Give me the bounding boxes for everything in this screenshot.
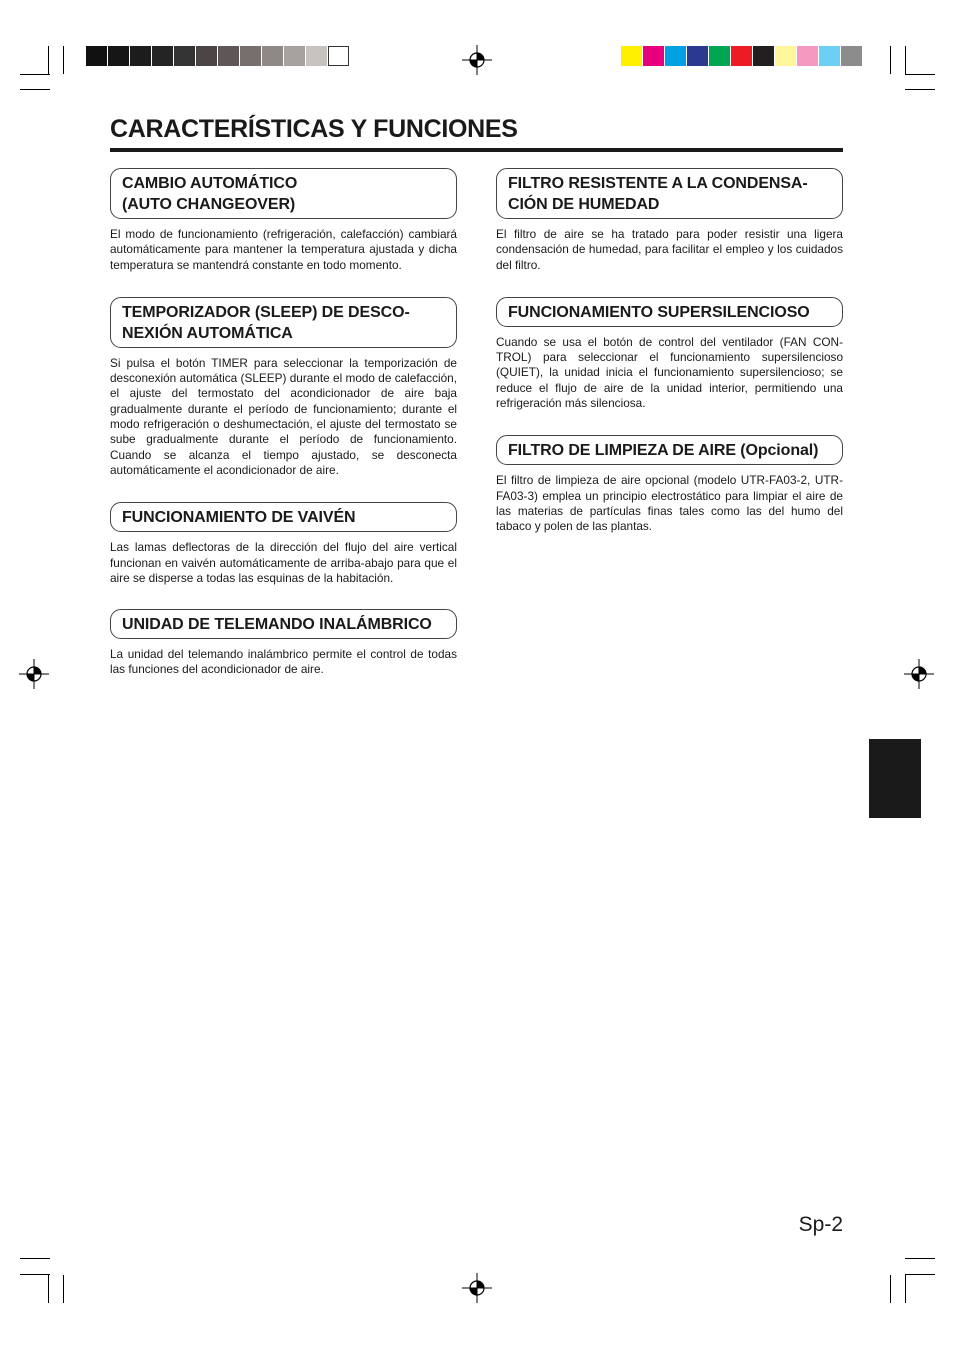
crosshair-registration-icon [19,659,49,689]
page-title: CARACTERÍSTICAS Y FUNCIONES [110,113,843,152]
color-swatch [775,46,796,66]
section-heading-box [110,609,457,639]
section-sleep-timer [110,297,457,478]
color-swatch [306,46,327,66]
section-body-text: El modo de funcionamiento (refrigeración, calefacción) cambiará automáticamente para mantener la temperatura ajustada y dicha temperatura se mantendrá constante en todo momento. [110,227,457,272]
crosshair-registration-icon [462,45,492,75]
color-swatch [218,46,239,66]
color-swatch [709,46,730,66]
color-swatch [797,46,818,66]
section-heading-box [496,297,843,327]
color-swatch [753,46,774,66]
section-heading-line: CAMBIO AUTOMÁTICO [122,175,298,192]
section-heading-line: FILTRO RESISTENTE A LA CONDENSA- [508,175,808,192]
page-number: Sp-2 [798,1213,843,1236]
section-super-quiet [496,297,843,411]
section-body-text: El filtro de limpieza de aire opcional (modelo UTR-FA03-2, UTR-FA03-3) emplea un principio electrostático para limpiar el aire de las materias de partículas finas tales como las del humo del tabaco y polen de las plantas. [496,473,843,534]
color-swatch [687,46,708,66]
color-swatch [643,46,664,66]
section-heading-line: (AUTO CHANGEOVER) [122,196,296,213]
right-column [496,168,843,535]
section-heading-line: NEXIÓN AUTOMÁTICA [122,324,293,342]
section-tab-marker [869,739,921,818]
color-swatch [328,46,349,66]
color-swatch [196,46,217,66]
color-swatch [108,46,129,66]
section-body-text: Si pulsa el botón TIMER para seleccionar la temporización de desconexión automática (SLEEP) durante el modo de calefacción, el ajuste del termostato del acondicionador de aire baja gradualmente durante el período de funcionamiento; durante el modo refrigeración o deshumectación, el ajuste del termostato se sube gradualmente durante el período de funcionamiento. Cuando se alcanza el tiempo ajustado, se desconecta automáticamente el acondicionador de aire. [110,355,457,477]
section-air-cleaning-filter [496,435,843,534]
section-heading-box [496,435,843,465]
color-swatch [665,46,686,66]
crosshair-registration-icon [904,659,934,689]
section-heading-line: FILTRO DE LIMPIEZA DE AIRE (Opcional) [508,442,819,460]
color-swatch [152,46,173,66]
color-swatch [130,46,151,66]
section-heading-line: FUNCIONAMIENTO DE VAIVÉN [122,509,356,527]
section-body-text: Las lamas deflectoras de la dirección del flujo del aire vertical funcionan en vaivén automáticamente de arriba-abajo para que el aire se disperse a todas las esquinas de la habitación. [110,540,457,585]
section-heading-box [110,502,457,532]
section-body-text: La unidad del telemando inalámbrico permite el control de todas las funciones del acondicionador de aire. [110,647,457,677]
section-heading-box [110,168,457,219]
color-swatch [731,46,752,66]
crosshair-registration-icon [462,1273,492,1303]
color-swatch [621,46,642,66]
section-swing [110,502,457,586]
left-column [110,168,457,678]
color-swatch [284,46,305,66]
section-wireless-remote [110,609,457,678]
section-body-text: Cuando se usa el botón de control del ventilador (FAN CONTROL) para seleccionar el funcionamiento supersilencioso (QUIET), la unidad inicia el funcionamiento supersilencioso; se reduce el flujo de aire de la unidad interior, permitiendo una refrigeración más silenciosa. [496,334,843,411]
color-swatch [86,46,107,66]
section-heading-line: FUNCIONAMIENTO SUPERSILENCIOSO [508,303,810,321]
color-swatch [240,46,261,66]
section-heading-box [110,297,457,348]
section-heading-line: TEMPORIZADOR (SLEEP) DE DESCO- [122,303,410,321]
color-swatch [174,46,195,66]
section-heading-line: CIÓN DE HUMEDAD [508,196,660,213]
section-heading-box [496,168,843,219]
section-heading-line: UNIDAD DE TELEMANDO INALÁMBRICO [122,616,432,634]
color-swatch [262,46,283,66]
color-swatch [841,46,862,66]
color-swatch [819,46,840,66]
section-moisture-filter [496,168,843,273]
section-auto-changeover [110,168,457,273]
section-body-text: El filtro de aire se ha tratado para poder resistir una ligera condensación de humedad, para facilitar el empleo y los cuidados del filtro. [496,227,843,272]
